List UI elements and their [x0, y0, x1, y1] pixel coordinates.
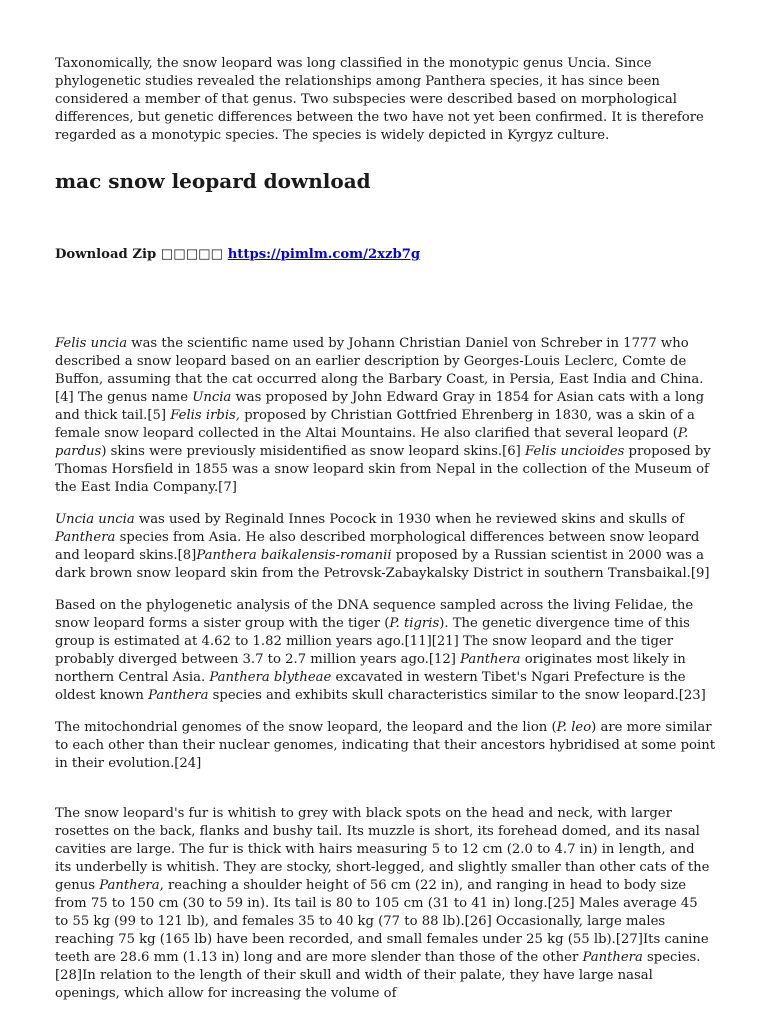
- intro-text: Taxonomically, the snow leopard was long classified in the monotypic genus Uncia. Since phylogenetic studies revealed the relationships among Panthera species, it has since been considered a member of that genus. Two subspecies were described based on morphological differences, but genetic differences between the two have not yet been confirmed. It is therefore regarded as a monotypic species. The species is widely depicted in Kyrgyz culture.: [55, 56, 704, 143]
- text-segment: P. leo: [556, 720, 592, 735]
- text-segment: The snow leopard's fur is whitish to grey with black spots on the head and neck, with larger rosettes on the back, flanks and bushy tail. Its muzzle is short, its forehead domed, and its nasal cavities are large. The fur is thick with hairs measuring 5 to 12 cm (2.0 to 4.7 in) in length, and its underbelly is whitish. They are stocky, short-legged, and slightly smaller than other cats of the genus: [55, 806, 710, 893]
- text-segment: Uncia uncia: [55, 512, 135, 527]
- uncia-paragraph: [55, 511, 715, 583]
- text-segment: Based on the phylogenetic analysis of the DNA sequence sampled across the living Felidae, the snow leopard forms a sister group with the tiger (: [55, 598, 694, 631]
- download-label: Download Zip: [55, 247, 157, 262]
- text-segment: species.[28]In relation to the length of their skull and width of their palate, they have large nasal openings, which allow for increasing the volume of: [55, 950, 701, 1001]
- text-segment: ) skins were previously misidentified as snow leopard skins.[6]: [101, 444, 525, 459]
- download-glyphs: □□□□□: [160, 247, 224, 262]
- text-segment: Felis uncia: [55, 336, 128, 351]
- text-segment: P. pardus: [55, 426, 689, 459]
- fur-paragraph: [55, 805, 715, 1003]
- text-segment: excavated in western Tibet's Ngari Prefecture is the oldest known: [55, 670, 686, 703]
- text-segment: proposed by Christian Gottfried Ehrenberg in 1830, was a skin of a female snow leopard collected in the Altai Mountains. He also clarified that several leopard (: [55, 408, 695, 441]
- mitochondria-paragraph: [55, 719, 715, 773]
- felis-paragraph: [55, 335, 715, 497]
- text-segment: Felis irbis,: [170, 408, 241, 423]
- page-title: mac snow leopard download: [55, 169, 371, 193]
- text-segment: proposed by a Russian scientist in 2000 was a dark brown snow leopard skin from the Petrovsk-Zabaykalsky District in southern Transbaikal.[9]: [55, 548, 710, 581]
- text-segment: Panthera: [460, 652, 521, 667]
- text-segment: Felis uncioides: [524, 444, 625, 459]
- phylogeny-paragraph: [55, 597, 715, 705]
- text-segment: Panthera: [99, 878, 160, 893]
- text-segment: species and exhibits skull characteristics similar to the snow leopard.[23]: [208, 688, 706, 703]
- text-segment: The mitochondrial genomes of the snow leopard, the leopard and the lion (: [55, 720, 557, 735]
- article-body: [55, 55, 715, 1003]
- text-segment: ) are more similar to each other than their nuclear genomes, indicating that their ancestors hybridised at some point in their evolution.[24]: [55, 720, 716, 771]
- text-segment: Uncia: [192, 390, 232, 405]
- text-segment: species from Asia. He also described morphological differences between snow leopard and leopard skins.[8]: [55, 530, 700, 563]
- text-segment: Panthera: [582, 950, 643, 965]
- download-link[interactable]: https://pimlm.com/2xzb7g: [227, 247, 421, 262]
- text-segment: was the scientific name used by Johann Christian Daniel von Schreber in 1777 who described a snow leopard based on an earlier description by Georges-Louis Leclerc, Comte de Buffon, assuming that the cat occurred along the Barbary Coast, in Persia, East India and China.[4] The genus name: [55, 336, 704, 405]
- text-segment: was used by Reginald Innes Pocock in 1930 when he reviewed skins and skulls of: [134, 512, 685, 527]
- text-segment: ). The genetic divergence time of this group is estimated at 4.62 to 1.82 million years ago.[11][21] The snow leopard and the tiger probably diverged between 3.7 to 2.7 million years ago.[12]: [55, 616, 690, 667]
- text-segment: proposed by Thomas Horsfield in 1855 was a snow leopard skin from Nepal in the collection of the Museum of the East India Company.[7]: [55, 444, 711, 495]
- intro-paragraph: [55, 55, 715, 145]
- text-segment: originates most likely in northern Central Asia.: [55, 652, 686, 685]
- text-segment: Panthera: [55, 530, 116, 545]
- text-segment: Panthera: [148, 688, 209, 703]
- text-segment: Panthera baikalensis-romanii: [196, 548, 392, 563]
- download-line: [55, 246, 715, 264]
- text-segment: , reaching a shoulder height of 56 cm (22 in), and ranging in head to body size from 75 to 150 cm (30 to 59 in). Its tail is 80 to 105 cm (31 to 41 in) long.[25] Males average 45 to 55 kg (99 to 121 lb), and females 35 to 40 kg (77 to 88 lb).[26] Occasionally, large males reaching 75 kg (165 lb) have been recorded, and small females under 25 kg (55 lb).[27]Its canine teeth are 28.6 mm (1.13 in) long and are more slender than those of the other: [55, 878, 709, 965]
- text-segment: P. tigris: [389, 616, 440, 631]
- text-segment: Panthera blytheae: [209, 670, 332, 685]
- text-segment: was proposed by John Edward Gray in 1854 for Asian cats with a long and thick tail.[5]: [55, 390, 705, 423]
